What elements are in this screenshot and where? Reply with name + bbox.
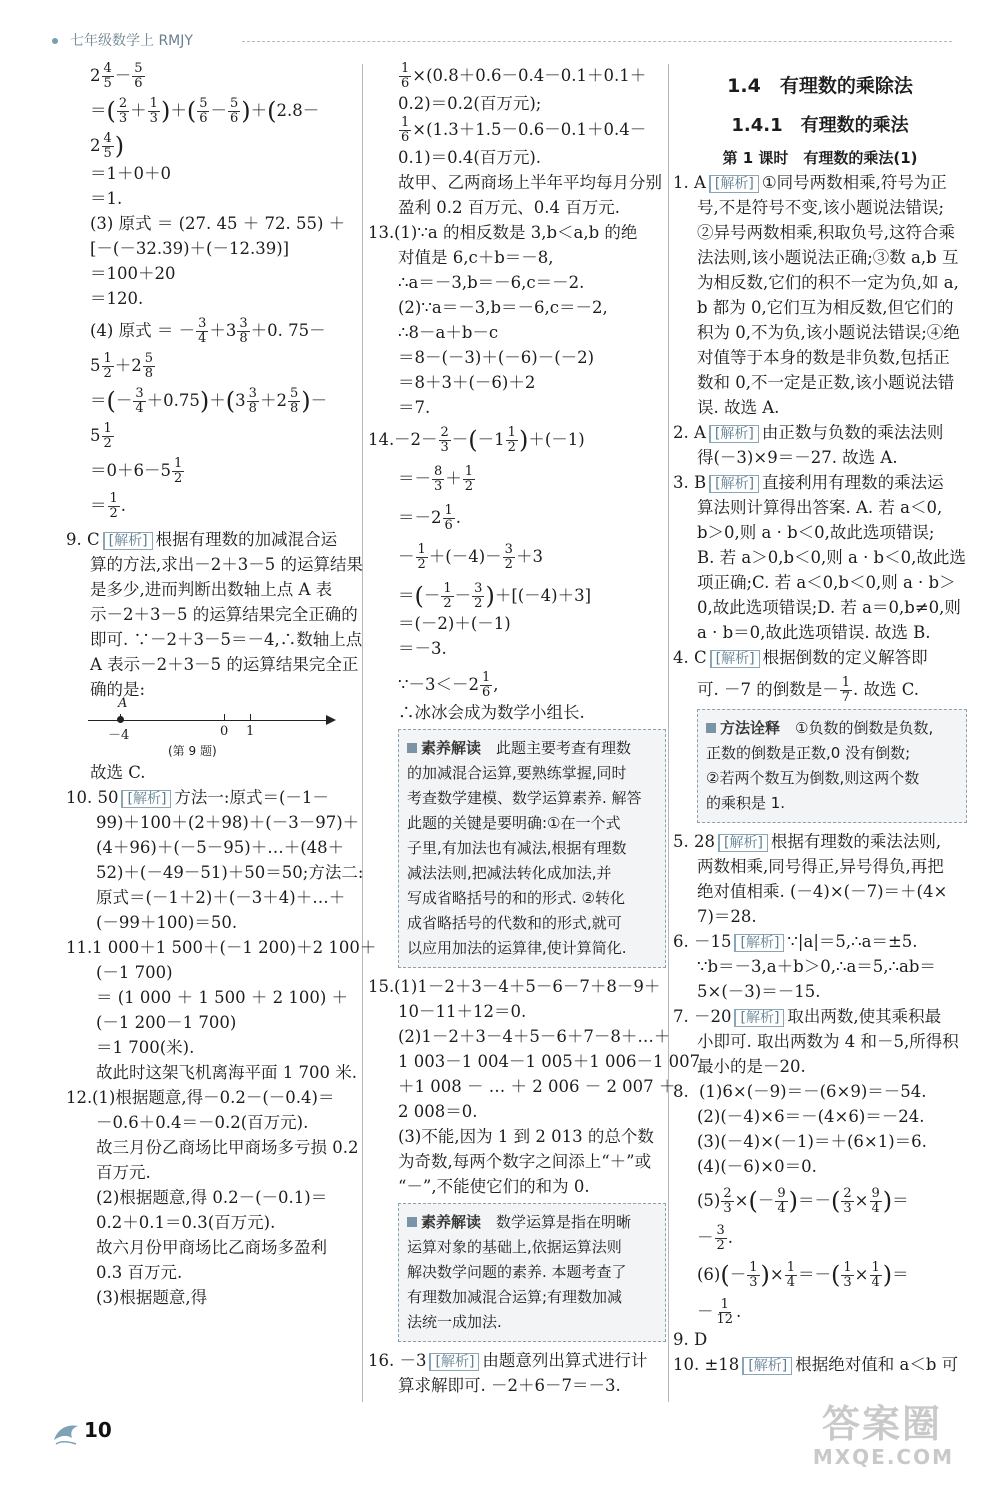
answer-text: 2 008＝0. bbox=[398, 1102, 478, 1121]
answer-text: 号,不是符号不变,该小题说法错误; bbox=[697, 198, 945, 217]
answer-text: 方法一:原式＝(－1－ bbox=[174, 788, 329, 807]
answer-text: (2)1－2＋3－4＋5－6＋7－8＋…＋ bbox=[398, 1027, 671, 1046]
answer-text: 故此时这架飞机离海平面 1 700 米. bbox=[96, 1063, 357, 1082]
answer-text: 数和 0,不一定是正数,该小题说法错 bbox=[697, 373, 955, 392]
box-line: 成省略括号的代数和的形式,就可 bbox=[407, 914, 622, 932]
answer-label: 15. bbox=[368, 977, 395, 996]
subsection-heading: 1.4.1 有理数的乘法 bbox=[731, 115, 909, 136]
answer-text: 可. －7 的倒数是－ bbox=[697, 680, 839, 699]
answer-text: 积为 0,不为负,该小题说法错误;④绝 bbox=[697, 323, 960, 342]
answer-text: 5×(－3)＝－15. bbox=[697, 982, 821, 1001]
answer-text: ∵b＝－3,a＋b＞0,∴a＝5,∴ab＝ bbox=[697, 957, 936, 976]
answer-label: 8. bbox=[673, 1082, 689, 1101]
box-line: 的加减混合运算,要熟练掌握,同时 bbox=[407, 764, 627, 782]
math-line: (6)(－ $\frac{1}{3}$ )× $\frac{1}{4}$ ＝－( $\frac{1}{3}$ × $\frac{1}{4}$ )＝ bbox=[697, 1260, 909, 1290]
math-line: ＝－3. bbox=[398, 639, 447, 658]
point-a-label: A bbox=[118, 696, 128, 711]
answer-text: (2)(－4)×6＝－(4×6)＝－24. bbox=[697, 1107, 925, 1126]
answer-text: 可. －7 的倒数是－ $\frac{1}{7}$ . 故选 C. bbox=[697, 675, 920, 705]
header-rule bbox=[242, 41, 952, 42]
answer-text: (－1 200－1 700) bbox=[96, 1013, 237, 1032]
math-line: － $\frac{3}{2}$ . bbox=[697, 1223, 734, 1253]
answer-text: 10－11＋12＝0. bbox=[398, 1002, 527, 1021]
page-number: 10 bbox=[84, 1418, 112, 1442]
answer-text: A 表示－2＋3－5 的运算结果完全正 bbox=[90, 655, 359, 674]
box-line: 此题的关键是要明确:①在一个式 bbox=[407, 814, 621, 832]
answer-text: ①同号两数相乘,符号为正 bbox=[761, 173, 947, 192]
answer-text: ＝1 700(米). bbox=[96, 1038, 195, 1057]
box-title: 方法诠释 bbox=[720, 719, 781, 737]
method-box bbox=[697, 709, 967, 823]
figure-caption: (第 9 题) bbox=[168, 744, 217, 758]
answer-text: 项正确;C. 若 a＜0,b＜0,则 a · b＞ bbox=[697, 573, 956, 592]
math-line: 0.1)＝0.4(百万元). bbox=[398, 148, 542, 167]
tick-label: 1 bbox=[246, 724, 255, 739]
math-line: $\frac{1}{6}$ ×(0.8＋0.6－0.4－0.1＋0.1＋ bbox=[401, 61, 647, 91]
math-text: ×(0.8＋0.6－0.4－0.1＋0.1＋ bbox=[412, 66, 647, 85]
answer-label: 3. B bbox=[673, 473, 707, 492]
answer-text: 为相反数,它们的积不一定为负,如 a, bbox=[697, 273, 959, 292]
answer-text: ∵|a|＝5,∴a＝±5. bbox=[787, 932, 918, 951]
header-dot-icon bbox=[52, 38, 58, 44]
answer-text: 两数相乘,同号得正,异号得负,再把 bbox=[697, 857, 944, 876]
square-icon bbox=[407, 1217, 417, 1227]
answer-text: 99)＋100＋(2＋98)＋(－3－97)＋ bbox=[96, 813, 360, 832]
jiexi-tag: [解析] bbox=[429, 1353, 479, 1371]
box-line bbox=[706, 716, 958, 741]
answer-text: 确的是: bbox=[90, 680, 146, 699]
answer-text: 根据有理数的加减混合运 bbox=[155, 530, 338, 549]
answer-text: 1 003－1 004－1 005＋1 006－1 007 bbox=[398, 1052, 701, 1071]
answer-text: 法法则,该小题说法正确;③数 a,b 互 bbox=[697, 248, 959, 267]
answer-7 bbox=[673, 1004, 967, 1029]
answer-text: (2)∵a＝－3,b＝－6,c＝－2, bbox=[398, 298, 608, 317]
math-line: ＝120. bbox=[90, 289, 144, 308]
jiexi-tag: [解析] bbox=[709, 175, 759, 193]
math-line: ＝(－ $\frac{3}{4}$ ＋0.75)＋(3 $\frac{3}{8}$ ＋2 $\frac{5}{8}$ )－ bbox=[90, 386, 328, 416]
answer-text: ＝ (1 000 ＋ 1 500 ＋ 2 100) ＋ bbox=[96, 988, 349, 1007]
section-heading: 1.4 有理数的乘除法 bbox=[727, 75, 913, 97]
answer-text: (1)∵a 的相反数是 3,b＜a,b 的绝 bbox=[394, 223, 638, 242]
answer-label: 12. bbox=[66, 1088, 93, 1107]
box-line: 法统一成加法. bbox=[407, 1313, 502, 1331]
answer-label: 7. －20 bbox=[673, 1007, 732, 1026]
box-line: 以应用加法的运算律,使计算简化. bbox=[407, 939, 627, 957]
answer-text: 0.3 百万元. bbox=[96, 1263, 183, 1282]
answer-text: 0.2＋0.1＝0.3(百万元). bbox=[96, 1213, 276, 1232]
answer-text: (1)1－2＋3－4＋5－6－7＋8－9＋ bbox=[394, 977, 661, 996]
math-line: [－(－32.39)＋(－12.39)] bbox=[90, 239, 290, 258]
answer-label: 4. C bbox=[673, 648, 707, 667]
math-line: ＝0＋6－5 $\frac{1}{2}$ bbox=[90, 456, 183, 486]
answer-text: b＞0,则 a · b＜0,故此选项错误; bbox=[697, 523, 935, 542]
answer-10 bbox=[66, 785, 360, 810]
answer-text: (3)(－4)×(－1)＝＋(6×1)＝6. bbox=[697, 1132, 927, 1151]
answer-text: 是多少,进而判断出数轴上点 A 表 bbox=[90, 580, 333, 599]
answer-text: ∴a＝－3,b＝－6,c＝－2. bbox=[398, 273, 585, 292]
math-line: (3) 原式 ＝ (27. 45 ＋ 72. 55) ＋ bbox=[90, 214, 346, 233]
watermark bbox=[752, 1393, 962, 1479]
math-text: (4) 原式 ＝ － bbox=[90, 321, 196, 340]
answer-text: 由正数与负数的乘法法则 bbox=[761, 423, 944, 442]
literacy-box-2 bbox=[398, 1203, 666, 1342]
answer-text: 得(－3)×9＝－27. 故选 A. bbox=[697, 448, 898, 467]
math-line: (5) $\frac{2}{3}$ ×(－ $\frac{9}{4}$ )＝－( $\frac{2}{3}$ × $\frac{9}{4}$ )＝ bbox=[697, 1186, 909, 1216]
answer-16 bbox=[368, 1348, 666, 1373]
watermark-url: MXQE.COM bbox=[812, 1445, 954, 1469]
answer-text: (2)根据题意,得 0.2－(－0.1)＝ bbox=[96, 1188, 328, 1207]
tick-label: 0 bbox=[220, 724, 229, 739]
answer-text: (3)不能,因为 1 到 2 013 的总个数 bbox=[398, 1127, 654, 1146]
answer-label: 13. bbox=[368, 223, 395, 242]
math-line: ＝ $\frac{1}{2}$ . bbox=[90, 491, 127, 521]
answer-9-col3: 9. D bbox=[673, 1330, 708, 1349]
column-divider-1 bbox=[362, 64, 363, 1402]
answer-text: a · b＝0,故此选项错误. 故选 B. bbox=[697, 623, 931, 642]
answer-text: 1 000＋1 500＋(－1 200)＋2 100＋ bbox=[92, 938, 377, 957]
answer-text: B. 若 a＞0,b＜0,则 a · b＜0,故此选 bbox=[697, 548, 966, 567]
math-line: ＝－2 $\frac{1}{6}$ . bbox=[398, 503, 462, 533]
answer-text: 直接利用有理数的乘法运 bbox=[762, 473, 944, 492]
math-line: ＝100＋20 bbox=[90, 264, 176, 283]
number-line-axis bbox=[88, 720, 328, 721]
math-line: ＝1＋0＋0 bbox=[90, 164, 171, 183]
box-line: 正数的倒数是正数,0 没有倒数; bbox=[706, 744, 911, 762]
answer-label: 2. A bbox=[673, 423, 706, 442]
square-icon bbox=[407, 743, 417, 753]
math-text: ×(1.3＋1.5－0.6－0.1＋0.4－ bbox=[412, 120, 647, 139]
math-line: ＝( $\frac{2}{3}$ ＋ $\frac{1}{3}$ )＋( $\frac{5}{6}$ － $\frac{5}{6}$ )＋(2.8－ bbox=[90, 96, 320, 126]
box-line: 的乘积是 1. bbox=[706, 794, 786, 812]
box-line: 考查数学建模、数学运算素养. 解答 bbox=[407, 789, 642, 807]
answer-text: 根据绝对值和 a＜b 可 bbox=[795, 1355, 959, 1374]
math-text: ＝ bbox=[90, 496, 107, 515]
answer-text: b 都为 0,它们互为相反数,但它们的 bbox=[697, 298, 954, 317]
answer-label: 16. －3 bbox=[368, 1351, 427, 1370]
box-line: 解决数学问题的素养. 本题考查了 bbox=[407, 1263, 627, 1281]
math-line: 盈利 0.2 百万元、0.4 百万元. bbox=[398, 198, 620, 217]
jiexi-tag: [解析] bbox=[121, 790, 171, 808]
box-line: 有理数加减混合运算;有理数加减 bbox=[407, 1288, 623, 1306]
answer-label: 10. ±18 bbox=[673, 1355, 740, 1374]
jiexi-tag: [解析] bbox=[734, 934, 784, 952]
math-line: 5 $\frac{1}{2}$ ＋2 $\frac{5}{8}$ bbox=[90, 351, 154, 381]
answer-text: 绝对值相乘. (－4)×(－7)＝＋(4× bbox=[697, 882, 948, 901]
jiexi-tag: [解析] bbox=[734, 1009, 784, 1027]
answer-14: 14.－2－ $\frac{2}{3}$ －(－1 $\frac{1}{2}$ )＋(－1) bbox=[368, 425, 585, 455]
lesson-heading: 第 1 课时 有理数的乘法(1) bbox=[722, 149, 918, 167]
page-header bbox=[52, 30, 952, 54]
answer-text: (1)6×(－9)＝－(6×9)＝－54. bbox=[699, 1082, 927, 1101]
jiexi-tag: [解析] bbox=[709, 475, 759, 493]
answer-text: (3)根据题意,得 bbox=[96, 1288, 208, 1307]
box-line: 运算对象的基础上,依据运算法则 bbox=[407, 1238, 622, 1256]
answer-2 bbox=[673, 420, 967, 445]
box-text: 此题主要考查有理数 bbox=[496, 739, 632, 757]
answer-label: 1. A bbox=[673, 173, 706, 192]
answer-text: 算的方法,求出－2＋3－5 的运算结果 bbox=[90, 555, 363, 574]
answer-text: 由题意列出算式进行计 bbox=[482, 1351, 648, 1370]
point-a-dot bbox=[117, 716, 124, 723]
answer-text: 0,故此选项错误;D. 若 a＝0,b≠0,则 bbox=[697, 598, 961, 617]
column-3 bbox=[673, 62, 967, 1377]
answer-text: 小即可. 取出两数为 4 和－5,所得积 bbox=[697, 1032, 959, 1051]
box-line bbox=[407, 1210, 657, 1235]
tick-mark bbox=[250, 714, 251, 721]
math-line: ∵－3＜－2 $\frac{1}{6}$ , bbox=[398, 670, 499, 700]
box-line: ②若两个数互为倒数,则这两个数 bbox=[706, 769, 920, 787]
box-text: ①负数的倒数是负数, bbox=[795, 719, 934, 737]
answer-text: ＋1 008 － … ＋ 2 006 － 2 007 ＋ bbox=[398, 1077, 676, 1096]
answer-label: 11. bbox=[66, 938, 93, 957]
math-line: － $\frac{1}{12}$ . bbox=[697, 1297, 742, 1327]
answer-text: 原式＝(－1＋2)＋(－3＋4)＋…＋ bbox=[96, 888, 346, 907]
arrow-right-icon bbox=[326, 715, 336, 725]
box-line: 子里,有加法也有减法,根据有理数 bbox=[407, 839, 627, 857]
answer-text: 算求解即可. －2＋6－7＝－3. bbox=[398, 1376, 621, 1395]
answer-text: 百万元. bbox=[96, 1163, 151, 1182]
answer-text: 故三月份乙商场比甲商场多亏损 0.2 bbox=[96, 1138, 359, 1157]
math-line: ＝(－2)＋(－1) bbox=[398, 614, 511, 633]
answer-text: (－99＋100)＝50. bbox=[96, 913, 238, 932]
answer-text: (－1 700) bbox=[96, 963, 173, 982]
answer-text: 52)＋(－49－51)＋50＝50;方法二: bbox=[96, 863, 364, 882]
answer-text: 取出两数,使其乘积最 bbox=[787, 1007, 942, 1026]
answer-label: 10. 50 bbox=[66, 788, 119, 807]
tick-mark bbox=[224, 714, 225, 721]
answer-text: 根据倒数的定义解答即 bbox=[762, 648, 928, 667]
literacy-box-1 bbox=[398, 729, 666, 968]
answer-text: ＝7. bbox=[398, 398, 431, 417]
math-line: ＝－ $\frac{8}{3}$ ＋ $\frac{1}{2}$ bbox=[398, 464, 474, 494]
answer-text: 最小的是－20. bbox=[697, 1057, 806, 1076]
math-line: 0.2)＝0.2(百万元); bbox=[398, 94, 542, 113]
math-line: 2 $\frac{4}{5}$ － $\frac{5}{6}$ bbox=[90, 61, 143, 91]
column-1 bbox=[66, 61, 377, 1310]
answer-3 bbox=[673, 470, 967, 495]
math-line: ＝1. bbox=[90, 189, 123, 208]
math-line: $\frac{1}{6}$ ×(1.3＋1.5－0.6－0.1＋0.4－ bbox=[401, 115, 647, 145]
answer-15 bbox=[368, 974, 666, 999]
answer-text: ②异号两数相乘,积取负号,这符合乘 bbox=[697, 223, 955, 242]
jiexi-tag: [解析] bbox=[718, 834, 768, 852]
jiexi-tag: [解析] bbox=[710, 650, 760, 668]
box-title: 素养解读 bbox=[421, 739, 482, 757]
answer-text: －0.6＋0.4＝－0.2(百万元). bbox=[96, 1113, 309, 1132]
math-line: 故甲、乙两商场上半年平均每月分别 bbox=[398, 173, 662, 192]
header-title: 七年级数学上 RMJY bbox=[70, 33, 193, 49]
answer-10-col3 bbox=[673, 1352, 967, 1377]
answer-13 bbox=[368, 220, 666, 245]
math-text: ＝0＋6－5 bbox=[90, 461, 171, 480]
answer-9 bbox=[66, 527, 360, 552]
answer-text: 误. 故选 A. bbox=[697, 398, 780, 417]
watermark-text: 答案圈 bbox=[821, 1402, 942, 1446]
box-line: 减法法则,把减法转化成加法,并 bbox=[407, 864, 612, 882]
answer-11 bbox=[66, 935, 377, 960]
answer-1 bbox=[673, 170, 967, 195]
dolphin-icon bbox=[52, 1420, 80, 1446]
answer-text: 示－2＋3－5 的运算结果完全正确的 bbox=[90, 605, 358, 624]
jiexi-tag: [解析] bbox=[742, 1357, 792, 1375]
answer-label: 5. 28 bbox=[673, 832, 715, 851]
answer-text: 对值是 6,c＋b＝－8, bbox=[398, 248, 554, 267]
tick-label: －4 bbox=[108, 728, 130, 743]
box-text: 数学运算是指在明晰 bbox=[496, 1213, 632, 1231]
box-line: 写成省略括号的和的形式. ②转化 bbox=[407, 889, 625, 907]
math-line: ＝(－ $\frac{1}{2}$ － $\frac{3}{2}$ )＋[(－4)＋3] bbox=[398, 581, 592, 611]
answer-text: ＝8＋3＋(－6)＋2 bbox=[398, 373, 536, 392]
box-line bbox=[407, 736, 657, 761]
answer-text: (4＋96)＋(－5－95)＋…＋(48＋ bbox=[96, 838, 345, 857]
answer-text: 根据有理数的乘法法则, bbox=[770, 832, 942, 851]
answer-text: 对值等于本身的数是非负数,包括正 bbox=[697, 348, 950, 367]
math-line: 2 $\frac{4}{5}$ ) bbox=[90, 131, 125, 161]
jiexi-tag: [解析] bbox=[103, 532, 153, 550]
page-number-area bbox=[52, 1418, 112, 1448]
answer-8 bbox=[673, 1079, 967, 1104]
box-title: 素养解读 bbox=[421, 1213, 482, 1231]
answer-5 bbox=[673, 829, 967, 854]
answer-text: 故六月份甲商场比乙商场多盈利 bbox=[96, 1238, 327, 1257]
answer-text: 7)＝28. bbox=[697, 907, 757, 926]
math-line: (4) 原式 ＝ － $\frac{3}{4}$ ＋3 $\frac{3}{8}$ ＋0. 75－ bbox=[90, 316, 326, 346]
answer-text: “－”,不能使它们的和为 0. bbox=[398, 1177, 590, 1196]
answer-text: (4)(－6)×0＝0. bbox=[697, 1157, 817, 1176]
answer-text: 为奇数,每两个数字之间添上“＋”或 bbox=[398, 1152, 652, 1171]
answer-6 bbox=[673, 929, 967, 954]
column-divider-2 bbox=[668, 64, 669, 1402]
answer-text: (1)根据题意,得－0.2－(－0.4)＝ bbox=[92, 1088, 335, 1107]
math-line: － $\frac{1}{2}$ ＋(－4)－ $\frac{3}{2}$ ＋3 bbox=[398, 542, 543, 572]
answer-text: ∴冰冰会成为数学小组长. bbox=[398, 703, 585, 722]
answer-text: ＝8－(－3)＋(－6)－(－2) bbox=[398, 348, 595, 367]
answer-text: 故选 C. bbox=[90, 763, 146, 782]
jiexi-tag: [解析] bbox=[709, 425, 759, 443]
answer-text: ∴8－a＋b－c bbox=[398, 323, 499, 342]
answer-12 bbox=[66, 1085, 360, 1110]
number-line-figure bbox=[80, 696, 350, 760]
answer-text: . 故选 C. bbox=[853, 680, 920, 699]
answer-label: 14. bbox=[368, 430, 395, 449]
answer-4 bbox=[673, 645, 967, 670]
math-line: 5 $\frac{1}{2}$ bbox=[90, 421, 112, 451]
answer-text: 算法则计算得出答案. A. 若 a＜0, bbox=[697, 498, 943, 517]
answer-text: 即可. ∵－2＋3－5＝－4,∴数轴上点 bbox=[90, 630, 363, 649]
answer-label: 9. C bbox=[66, 530, 100, 549]
square-icon bbox=[706, 723, 716, 733]
answer-label: 6. －15 bbox=[673, 932, 732, 951]
